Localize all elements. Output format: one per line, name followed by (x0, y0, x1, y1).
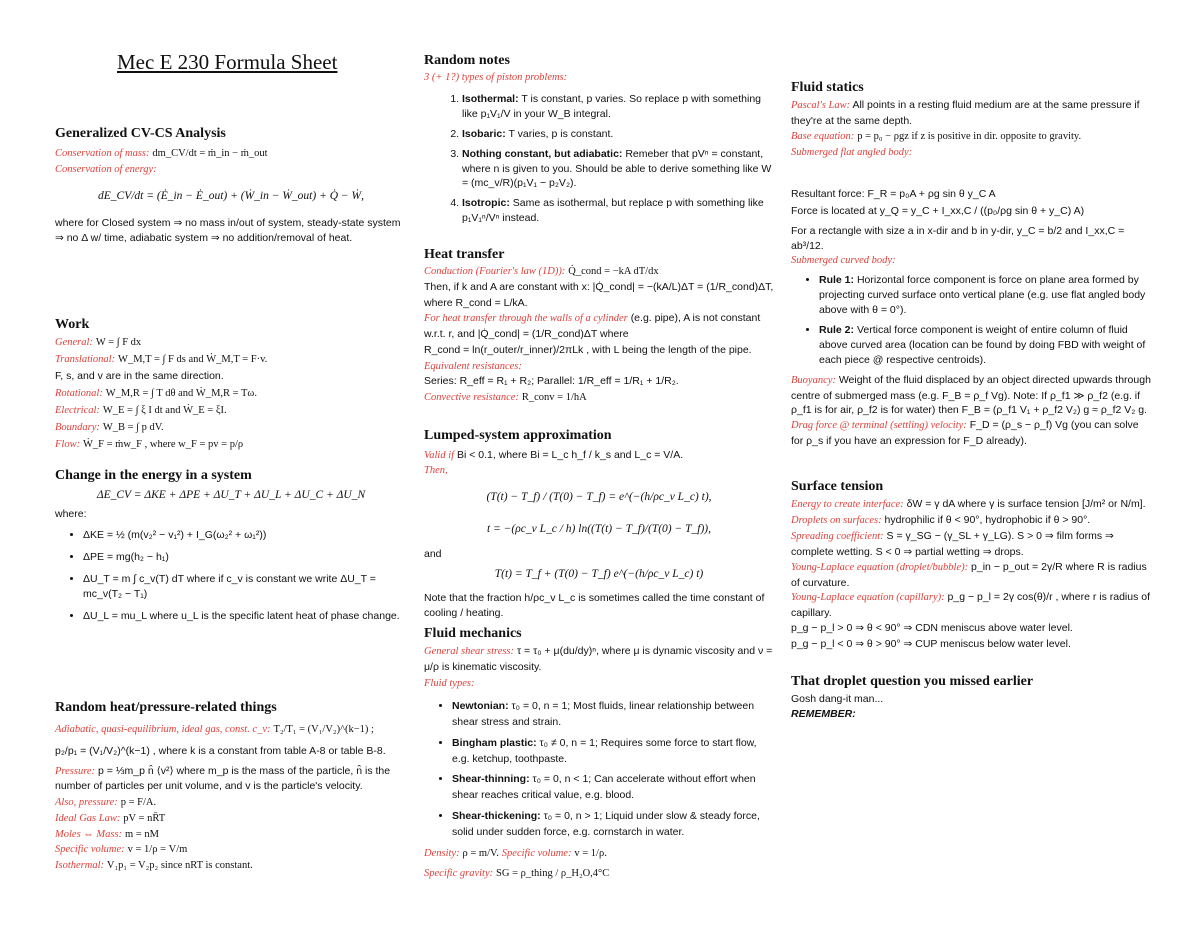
misc-heading: Random heat/pressure-related things (55, 700, 277, 715)
energy-change-block (55, 487, 407, 631)
energy-item: • ΔU_L = mu_L where u_L is the specific latent heat of phase change. (83, 609, 407, 624)
lumped-heading: Lumped-system approximation (424, 428, 612, 443)
energy-item: • ΔU_T = m ∫ c_v(T) dT where if c_v is constant we write ΔU_T = mc_v(T₂ − T₁) (83, 572, 407, 602)
misc-block: Adiabatic, quasi-equilibrium, ideal gas, const. c_v: T₂/T₁ = (V₁/V₂)^(k−1) ; p₂/p₁ = (V₁/V₂)^(k−1) , where k is a constant from table A-8 or table B-8. Pressure: p = ⅓m_p n̂ ⟨v²⟩ where m_p is the mass of the particle, n̂ is the number of particles per unit volume, and v is the particle's velocity. Also, pressure: p = F/A. Ideal Gas Law: pV = nR̄T Moles ⇔ Mass: m = nM Specific volume: v = 1/ρ = V/m Isothermal: V₁p₁ = V₂p₂ since nRT is constant. (55, 724, 391, 871)
energy-change-heading: Change in the energy in a system (55, 468, 252, 483)
work-line: Flow: Ẇ_F = ṁw_F , where w_F = pv = p/ρ (55, 439, 244, 450)
lumped-eq-2: t = −(ρc_v L_c / h) ln((T(t) − T_f)/(T(0) − T_f)), (486, 523, 712, 536)
piston-item: 1. Isothermal: T is constant, p varies. So replace p with something like p₁V₁/V in your W_B integral. (462, 92, 774, 122)
surface-block: Energy to create interface: δW = γ dA where γ is surface tension [J/m² or N/m]. Droplets on surfaces: hydrophilic if θ < 90°, hydrophobic if θ > 90°. Spreading coefficient: S = γ_SG − (γ_SL + γ_LG). S > 0 ⇒ film forms ⇒ complete wetting. S < 0 ⇒ partial wetting ⇒ drops. Young-Laplace equation (droplet/bubble): p_in − p_out = 2γ/R where R is radius of curvature. Young-Laplace equation (capillary): p_g − p_l = 2γ cos(θ)/r , where r is radius of capillary. p_g − p_l > 0 ⇒ θ < 90° ⇒ CDN meniscus above water level. p_g − p_l < 0 ⇒ θ > 90° ⇒ CUP meniscus below water level. (791, 498, 1151, 651)
lumped-eq-3: T(t) = T_f + (T(0) − T_f) e^(−(h/ρc_v L_c) t) (494, 568, 704, 581)
droplet-block: Gosh dang-it man... REMEMBER: (791, 693, 884, 720)
fluid-type-item: • Bingham plastic: τ₀ ≠ 0, n = 1; Requires some force to start flow, e.g. ketchup, toothpaste. (452, 736, 774, 768)
rule-item: • Rule 1: Horizontal force component is force on plane area formed by projecting curved surface onto vertical plane (e.g. use flat angled body above with θ = 0°). (819, 273, 1151, 318)
lumped-note: Note that the fraction h/ρc_v L_c is sometimes called the time constant of cooling / heating. (424, 591, 765, 619)
work-line: Translational: W_M,T = ∫ F ds and Ẇ_M,T = F·v. (55, 354, 268, 365)
piston-item: 4. Isotropic: Same as isothermal, but replace p with something like p₁V₁ⁿ/Vⁿ instead. (462, 196, 774, 226)
work-line: Rotational: W_M,R = ∫ T dθ and Ẇ_M,R = Tω. (55, 388, 257, 399)
fluid-type-item: • Newtonian: τ₀ = 0, n = 1; Most fluids, linear relationship between shear stress and strain. (452, 699, 774, 731)
fluid-mech-heading: Fluid mechanics (424, 626, 522, 641)
lumped-eq-1: (T(t) − T_f) / (T(0) − T_f) = e^(−(h/ρc_v L_c) t), (486, 490, 712, 503)
cvcs-block (55, 146, 407, 246)
lumped-block: Valid if Bi < 0.1, where Bi = L_c h_f / k_s and L_c = V/A. Then, (T(t) − T_f) / (T(0) − T_f) = e^(−(h/ρc_v L_c) t), t = −(ρc_v L_c / h) ln((T(t) − T_f)/(T(0) − T_f)), and T(t) = T_f + (T(0) − T_f) e^(−(h/ρc_v L_c) t) Note that the fraction h/ρc_v L_c is sometimes called the time constant of cooling / heating. (424, 448, 774, 621)
energy-eq: dE_CV/dt = (Ė_in − Ė_out) + (Ẇ_in − Ẇ_out) + Q̇ − Ẇ, (98, 189, 364, 202)
energy-item: • ΔPE = mg(h₂ − h₁) (83, 550, 407, 565)
mass-eq: dm_CV/dt = ṁ_in − ṁ_out (152, 148, 268, 159)
fluid-statics-heading: Fluid statics (791, 80, 864, 95)
piston-item: 2. Isobaric: T varies, p is constant. (462, 127, 774, 142)
fluid-type-item: • Shear-thickening: τ₀ = 0, n > 1; Liquid under slow & steady force, solid under sudden force, e.g. cornstarch in water. (452, 809, 774, 841)
fluid-type-item: • Shear-thinning: τ₀ = 0, n < 1; Can accelerate without effort when shear reaches critical value, e.g. blood. (452, 772, 774, 804)
piston-sub: 3 (+ 1?) types of piston problems: (424, 72, 568, 83)
piston-item: 3. Nothing constant, but adiabatic: Remeber that pVⁿ = constant, where n is given to you. Should be able to derive something like W = (mc_v/R)(p₁V₁ − p₂V₂). (462, 147, 774, 192)
rule-item: • Rule 2: Vertical force component is weight of entire column of fluid above curved area (location can be found by doing FBD with weight of each piece @ respective centroids). (819, 323, 1151, 368)
random-notes-heading: Random notes (424, 53, 510, 68)
heat-block: Conduction (Fourier's law (1D)): Q̇_cond = −kA dT/dx Then, if k and A are constant with x: |Q̇_cond| = −(kA/L)ΔT = (1/R_cond)ΔT, where R_cond = L/kA. For heat transfer through the walls of a cylinder (e.g. pipe), A is not constant w.r.t. r, and |Q̇_cond| = (1/R_cond)ΔT where R_cond = ln(r_outer/r_inner)/2πLk , with L being the length of the pipe. Equivalent resistances: Series: R_eff = R₁ + R₂; Parallel: 1/R_eff = 1/R₁ + 1/R₂. Convective resistance: R_conv = 1/hA (424, 266, 774, 403)
work-line: General: W = ∫ F dx (55, 337, 142, 348)
energy-item: • ΔKE = ½ (m(v₂² − v₁²) + I_G(ω₂² + ω₁²)) (83, 528, 407, 543)
work-heading: Work (55, 317, 90, 332)
piston-block (424, 71, 774, 231)
cvcs-note: where for Closed system ⇒ no mass in/out of system, steady-state system ⇒ no Δ w/ time, adiabatic system ⇒ no addition/removal of heat. (55, 217, 401, 245)
mass-label: Conservation of mass: (55, 148, 150, 159)
energy-change-eq: ΔE_CV = ΔKE + ΔPE + ΔU_T + ΔU_L + ΔU_C + ΔU_N (96, 489, 366, 501)
page-title: Mec E 230 Formula Sheet (117, 50, 338, 74)
energy-label: Conservation of energy: (55, 163, 157, 175)
fluid-block: General shear stress: τ = τ₀ + μ(du/dy)ⁿ, where μ is dynamic viscosity and ν = μ/ρ is kinematic viscosity. Fluid types: • Newtonian: τ₀ = 0, n = 1; Most fluids, linear relationship between shear stress and strain. • Bingham plastic: τ₀ ≠ 0, n = 1; Requires some force to start flow, e.g. ketchup, toothpaste. • Shear-thinning: τ₀ = 0, n < 1; Can accelerate without effort when shear reaches critical value, e.g. blood. • Shear-thickening: τ₀ = 0, n > 1; Liquid under slow & steady force, solid under sudden force, e.g. cornstarch in water. Density: ρ = m/V. Specific volume: v = 1/ρ. Specific gravity: SG = ρ_thing / ρ_H₂O,4°C (424, 644, 774, 882)
cvcs-heading: Generalized CV-CS Analysis (55, 126, 226, 141)
work-line: Boundary: W_B = ∫ p dV. (55, 422, 164, 433)
droplet-heading: That droplet question you missed earlier (791, 674, 1034, 689)
statics-block: Pascal's Law: All points in a resting fluid medium are at the same pressure if they're at the same depth. Base equation: p = p₀ − ρgz if z is positive in dir. opposite to gravity. Submerged flat angled body: Resultant force: F_R = p₀A + ρg sin θ y_C A Force is located at y_Q = y_C + I_xx,C / ((p₀/ρg sin θ + y_C) A) For a rectangle with size a in x-dir and b in y-dir, y_C = b/2 and I_xx,C = ab³/12. Submerged curved body: • Rule 1: Horizontal force component is force on plane area formed by projecting curved surface onto vertical plane (e.g. use flat angled body above with θ = 0°). • Rule 2: Vertical force component is weight of entire column of fluid above curved area (location can be found by doing FBD with weight of each piece @ respective centroids). Buoyancy: Weight of the fluid displaced by an object directed upwards through centre of submerged mass (e.g. F_B = ρ_f Vg). Note: If ρ_f1 ≫ ρ_f2 (e.g. if ρ_f1 is for air, ρ_f2 is for water) then F_B = (ρ_f1 V₁ + ρ_f2 V₂) g ≈ ρ_f2 V₂ g. Drag force @ terminal (settling) velocity: F_D = (ρ_s − ρ_f) Vg (you can solve for ρ_s if you have an expression for F_D already). (791, 98, 1151, 449)
work-line: F, s, and v are in the same direction. (55, 370, 224, 382)
where-label: where: (55, 508, 87, 521)
heat-transfer-heading: Heat transfer (424, 247, 505, 262)
work-block (55, 334, 407, 453)
surface-tension-heading: Surface tension (791, 479, 884, 494)
work-line: Electrical: W_E = ∫ ξ I dt and Ẇ_E = ξI. (55, 405, 227, 416)
